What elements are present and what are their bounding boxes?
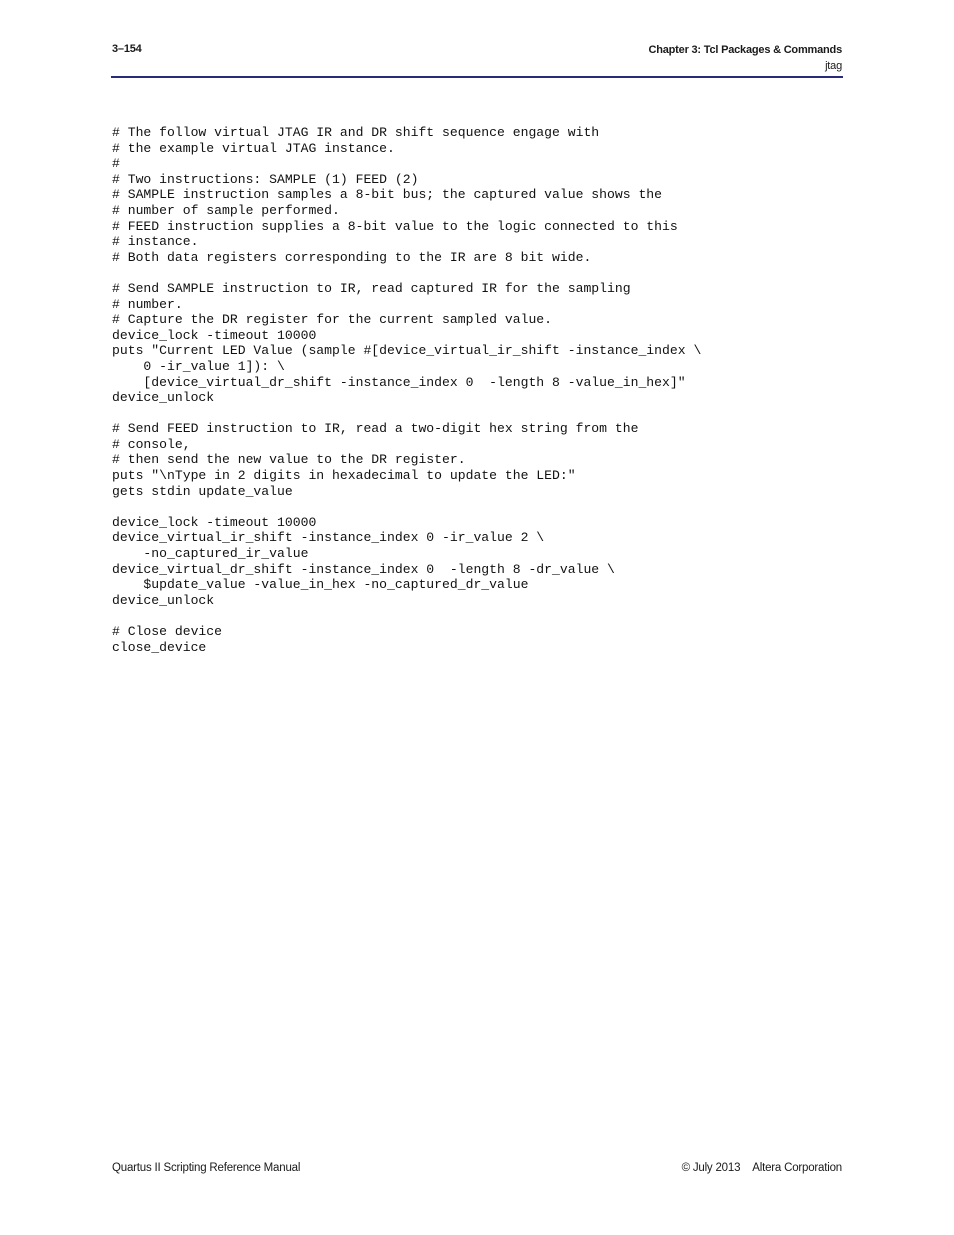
header-divider [111,76,843,78]
code-line: # Send SAMPLE instruction to IR, read captured IR for the sampling [112,280,631,296]
running-header [648,43,842,74]
code-line [112,406,701,422]
copyright-date: © July 2013 [681,1162,741,1174]
code-line: # Both data registers corresponding to the IR are 8 bit wide. [112,249,592,265]
code-line: device_unlock [112,390,215,406]
code-line: # Capture the DR register for the current sampled value. [112,312,553,328]
code-line: # instance. [112,234,199,250]
company-name: Altera Corporation [752,1162,842,1174]
code-line: device_virtual_ir_shift -instance_index 0 -ir_value 2 \ [112,530,545,546]
code-line: 0 -ir_value 1]): \ [112,358,285,374]
page-number: 3–154 [112,43,142,55]
code-line: # SAMPLE instruction samples a 8-bit bus; the captured value shows the [112,187,663,203]
code-line: # console, [112,436,191,452]
code-line: device_virtual_dr_shift -instance_index 0 -length 8 -dr_value \ [112,561,615,577]
code-line: [device_virtual_dr_shift -instance_index 0 -length 8 -value_in_hex]" [112,374,686,390]
code-example [112,125,701,655]
code-line: # Send FEED instruction to IR, read a two-digit hex string from the [112,421,639,437]
code-line: close_device [112,639,207,655]
section-name: jtag [825,60,842,72]
code-line: device_lock -timeout 10000 [112,514,317,530]
code-line: # Two instructions: SAMPLE (1) FEED (2) [112,171,419,187]
code-line [112,608,701,624]
chapter-title: Chapter 3: Tcl Packages & Commands [648,44,842,56]
code-line [112,499,701,515]
code-line: # number. [112,296,183,312]
code-line: # Close device [112,624,223,639]
code-line: device_lock -timeout 10000 [112,327,317,343]
copyright-info [682,1162,842,1174]
manual-title: Quartus II Scripting Reference Manual [112,1162,301,1174]
code-line: $update_value -value_in_hex -no_captured_dr_value [112,577,529,593]
code-line: device_unlock [112,592,215,608]
code-line: # FEED instruction supplies a 8-bit value to the logic connected to this [112,218,678,234]
code-line [112,265,701,281]
code-line: -no_captured_ir_value [112,546,309,562]
code-line: # number of sample performed. [112,202,340,218]
code-line: puts "\nType in 2 digits in hexadecimal to update the LED:" [112,468,576,484]
code-line: # [112,156,120,172]
code-line: gets stdin update_value [112,483,293,499]
code-line: # the example virtual JTAG instance. [112,140,395,156]
code-line: # The follow virtual JTAG IR and DR shift sequence engage with [112,125,600,140]
code-line: puts "Current LED Value (sample #[device_virtual_ir_shift -instance_index \ [112,343,702,359]
code-line: # then send the new value to the DR register. [112,452,466,468]
